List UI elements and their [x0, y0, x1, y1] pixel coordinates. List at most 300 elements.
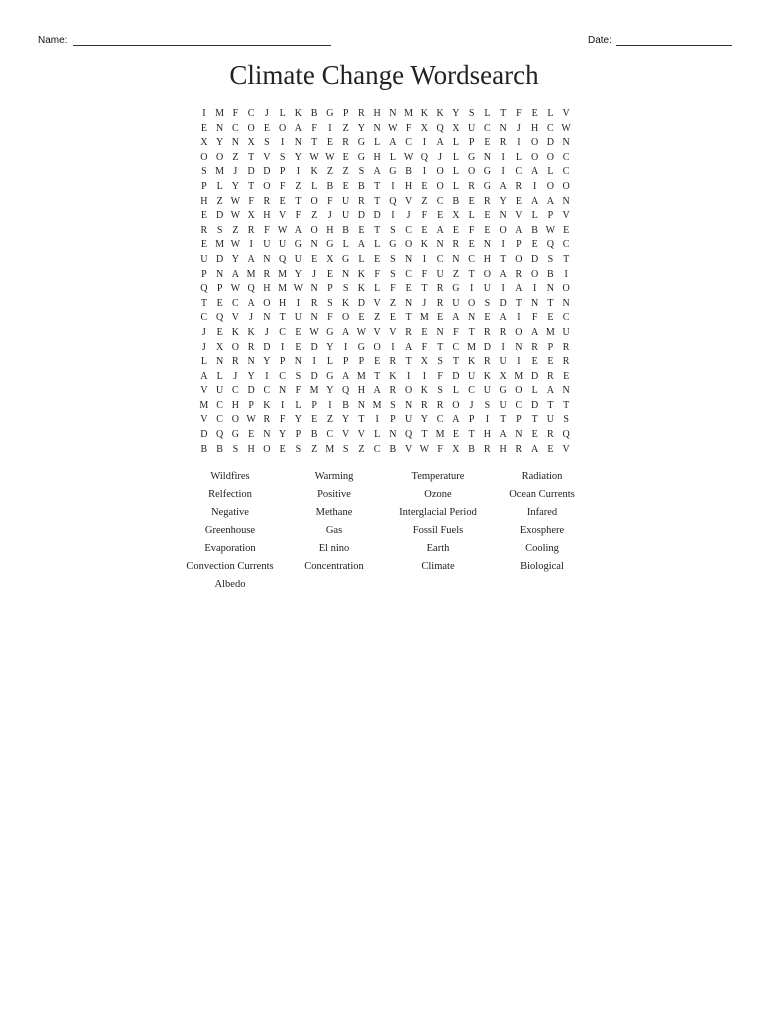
grid-letter: M [404, 108, 414, 119]
grid-letter: L [358, 253, 365, 265]
grid-letter: L [342, 239, 349, 251]
grid-letter: N [294, 356, 302, 368]
grid-letter: N [310, 283, 318, 295]
grid-letter: C [484, 122, 491, 134]
grid-letter: V [342, 429, 350, 441]
grid-letter: T [468, 429, 475, 441]
grid-row [196, 282, 574, 297]
grid-letter: F [295, 385, 302, 397]
grid-letter: X [452, 210, 460, 222]
grid-letter: K [468, 356, 476, 368]
grid-letter: C [436, 253, 444, 265]
grid-letter: I [280, 399, 285, 411]
grid-letter: F [531, 312, 538, 324]
grid-letter: U [499, 399, 507, 411]
grid-letter: A [247, 253, 255, 265]
grid-letter: B [468, 443, 475, 455]
grid-letter: M [372, 399, 382, 411]
grid-letter: J [233, 370, 238, 382]
grid-letter: Q [546, 239, 554, 251]
grid-letter: E [405, 283, 412, 295]
grid-letter: A [531, 326, 539, 338]
grid-letter: J [233, 166, 238, 178]
grid-letter: P [358, 356, 365, 368]
grid-letter: O [562, 283, 570, 295]
grid-letter: T [279, 312, 286, 324]
grid-letter: U [342, 210, 350, 222]
grid-letter: F [437, 370, 443, 382]
grid-letter: N [405, 399, 413, 411]
grid-letter: G [326, 326, 334, 338]
grid-letter: N [263, 429, 271, 441]
grid-letter: C [436, 195, 444, 207]
grid-letter: R [515, 443, 523, 455]
grid-letter: O [200, 151, 208, 163]
grid-letter: N [452, 253, 460, 265]
grid-letter: N [405, 297, 413, 309]
grid-letter: E [563, 224, 570, 236]
grid-letter: N [373, 122, 381, 134]
grid-letter: G [326, 239, 334, 251]
grid-letter: S [437, 385, 443, 397]
grid-letter: E [374, 253, 381, 265]
grid-letter: P [342, 108, 349, 119]
grid-letter: K [483, 370, 491, 382]
grid-letter: L [452, 180, 459, 192]
grid-letter: D [483, 341, 491, 353]
grid-letter: N [310, 312, 318, 324]
grid-letter: I [202, 108, 206, 119]
grid-letter: P [295, 429, 302, 441]
grid-letter: O [373, 341, 381, 353]
grid-letter: P [468, 137, 475, 149]
word-list-item: Interglacial Period [399, 507, 477, 518]
grid-letter: F [516, 108, 522, 119]
grid-letter: A [342, 370, 350, 382]
grid-letter: G [483, 180, 491, 192]
grid-letter: C [405, 268, 412, 280]
grid-letter: P [216, 283, 223, 295]
grid-letter: A [200, 370, 208, 382]
grid-letter: N [483, 239, 491, 251]
grid-letter: G [342, 253, 350, 265]
grid-letter: N [436, 239, 444, 251]
grid-letter: S [468, 108, 475, 119]
grid-letter: O [263, 180, 271, 192]
grid-letter: F [327, 312, 333, 324]
grid-letter: A [294, 122, 302, 134]
grid-letter: E [342, 180, 349, 192]
grid-letter: X [452, 122, 460, 134]
grid-letter: S [201, 166, 207, 178]
grid-letter: X [200, 137, 208, 149]
grid-letter: Y [357, 122, 365, 134]
grid-letter: O [231, 341, 239, 353]
grid-letter: H [279, 297, 287, 309]
grid-letter: I [296, 297, 301, 309]
grid-letter: G [499, 385, 507, 397]
grid-letter: T [531, 414, 538, 426]
grid-letter: B [342, 399, 349, 411]
grid-letter: W [325, 151, 335, 163]
grid-letter: V [405, 195, 413, 207]
grid-letter: E [421, 326, 428, 338]
grid-letter: B [216, 443, 223, 455]
grid-letter: D [357, 297, 365, 309]
grid-letter: B [342, 224, 349, 236]
grid-letter: J [312, 268, 317, 280]
grid-letter: N [294, 137, 302, 149]
grid-letter: B [326, 180, 334, 192]
grid-letter: Z [342, 122, 349, 134]
grid-letter: W [545, 224, 556, 236]
grid-letter: E [437, 210, 444, 222]
grid-letter: U [263, 239, 271, 251]
grid-letter: Y [216, 137, 224, 149]
grid-letter: R [547, 370, 554, 382]
grid-letter: Y [247, 370, 255, 382]
grid-letter: M [356, 370, 366, 382]
page-title: Climate Change Wordsearch [229, 60, 539, 90]
grid-letter: O [279, 122, 287, 134]
grid-letter: N [389, 108, 397, 119]
grid-letter: R [484, 326, 491, 338]
grid-letter: R [531, 341, 538, 353]
word-list-item: Relfection [208, 489, 252, 500]
grid-letter: J [438, 151, 443, 163]
grid-letter: I [422, 253, 427, 265]
grid-letter: E [452, 224, 459, 236]
grid-letter: P [547, 341, 554, 353]
word-list [178, 470, 594, 592]
grid-letter: H [405, 180, 413, 192]
grid-row [196, 180, 574, 195]
grid-letter: A [531, 443, 539, 455]
grid-letter: H [483, 253, 491, 265]
grid-letter: C [232, 297, 239, 309]
grid-letter: R [232, 356, 239, 368]
word-list-item: Infared [526, 507, 558, 518]
grid-letter: P [516, 239, 522, 251]
grid-letter: A [499, 180, 507, 192]
grid-letter: C [279, 370, 286, 382]
grid-letter: R [515, 180, 523, 192]
grid-letter: T [421, 429, 428, 441]
grid-letter: R [452, 239, 460, 251]
grid-letter: V [263, 151, 271, 163]
grid-letter: E [342, 151, 349, 163]
grid-letter: M [545, 326, 555, 338]
grid-letter: R [405, 326, 412, 338]
grid-letter: L [531, 385, 538, 397]
grid-letter: L [326, 356, 333, 368]
grid-letter: N [279, 385, 287, 397]
grid-letter: C [515, 399, 523, 411]
grid-letter: D [531, 399, 539, 411]
grid-letter: P [327, 283, 333, 295]
grid-letter: A [499, 268, 507, 280]
grid-letter: B [452, 195, 460, 207]
grid-letter: L [279, 108, 286, 119]
word-list-item: Greenhouse [204, 525, 256, 536]
grid-letter: P [390, 414, 396, 426]
grid-row [196, 341, 574, 356]
grid-letter: T [500, 108, 507, 119]
grid-letter: L [311, 180, 318, 192]
grid-letter: N [562, 195, 570, 207]
grid-letter: G [389, 239, 397, 251]
grid-letter: E [421, 224, 428, 236]
grid-letter: T [248, 180, 255, 192]
grid-letter: S [390, 268, 396, 280]
grid-letter: F [248, 195, 254, 207]
grid-letter: B [310, 429, 318, 441]
grid-letter: D [546, 137, 554, 149]
grid-letter: O [263, 297, 271, 309]
grid-letter: D [499, 297, 507, 309]
grid-letter: U [468, 370, 476, 382]
grid-letter: Z [326, 166, 333, 178]
grid-letter: R [499, 137, 507, 149]
grid-letter: C [279, 326, 286, 338]
grid-letter: X [420, 356, 428, 368]
grid-letter: Y [294, 414, 302, 426]
grid-letter: T [374, 224, 381, 236]
grid-letter: D [357, 210, 365, 222]
grid-letter: X [326, 253, 334, 265]
grid-letter: L [374, 429, 381, 441]
grid-letter: M [278, 283, 288, 295]
grid-letter: R [562, 341, 570, 353]
grid-letter: D [247, 166, 255, 178]
grid-row [196, 107, 574, 122]
grid-letter: W [230, 283, 241, 295]
word-list-item: Evaporation [204, 543, 256, 554]
grid-letter: T [374, 195, 381, 207]
grid-letter: W [230, 195, 241, 207]
grid-letter: I [391, 180, 395, 192]
grid-letter: A [546, 195, 554, 207]
grid-letter: M [215, 166, 225, 178]
grid-letter: O [531, 151, 539, 163]
grid-letter: P [468, 414, 475, 426]
grid-letter: N [357, 399, 365, 411]
grid-letter: F [374, 268, 380, 280]
grid-letter: J [327, 210, 332, 222]
grid-letter: I [249, 239, 253, 251]
grid-letter: C [562, 166, 570, 178]
grid-letter: M [325, 443, 335, 455]
grid-letter: I [296, 166, 301, 178]
grid-letter: U [342, 195, 350, 207]
grid-letter: C [562, 151, 570, 163]
grid-letter: N [216, 268, 224, 280]
grid-letter: Y [294, 151, 302, 163]
grid-letter: L [216, 370, 223, 382]
grid-letter: G [231, 429, 239, 441]
grid-letter: C [200, 312, 208, 324]
grid-letter: N [436, 326, 444, 338]
grid-letter: P [311, 399, 317, 411]
grid-letter: T [311, 137, 318, 149]
grid-letter: R [263, 268, 271, 280]
grid-letter: F [405, 122, 412, 134]
grid-letter: X [452, 443, 460, 455]
grid-letter: B [405, 166, 412, 178]
grid-letter: V [200, 385, 208, 397]
grid-letter: H [373, 108, 381, 119]
grid-letter: L [452, 137, 459, 149]
grid-letter: U [294, 253, 302, 265]
word-list-item: Convection Currents [186, 561, 274, 572]
grid-letter: U [452, 297, 460, 309]
word-list-item: Positive [317, 489, 351, 500]
grid-letter: A [342, 326, 350, 338]
grid-letter: R [389, 356, 397, 368]
grid-letter: U [468, 122, 476, 134]
grid-letter: I [280, 341, 285, 353]
word-list-item: Cooling [525, 543, 559, 554]
grid-letter: D [263, 166, 271, 178]
grid-letter: P [342, 356, 349, 368]
grid-letter: J [264, 108, 269, 119]
grid-letter: Z [358, 443, 365, 455]
word-list-item: Negative [211, 507, 249, 518]
grid-letter: E [311, 253, 318, 265]
grid-row [196, 399, 574, 414]
grid-letter: D [216, 253, 224, 265]
grid-letter: L [547, 108, 554, 119]
grid-letter: U [436, 268, 444, 280]
grid-letter: R [358, 195, 365, 207]
grid-letter: X [499, 370, 507, 382]
grid-letter: B [389, 443, 397, 455]
grid-letter: G [452, 283, 460, 295]
grid-row [196, 253, 574, 268]
grid-letter: N [515, 341, 523, 353]
grid-letter: E [547, 443, 554, 455]
word-list-item: Fossil Fuels [412, 525, 464, 536]
grid-letter: B [200, 443, 208, 455]
grid-letter: T [248, 151, 255, 163]
grid-letter: D [373, 210, 381, 222]
grid-letter: D [263, 341, 271, 353]
grid-letter: E [216, 326, 223, 338]
grid-letter: Q [420, 151, 428, 163]
grid-letter: O [468, 166, 476, 178]
grid-letter: S [563, 414, 569, 426]
grid-letter: N [468, 312, 476, 324]
word-list-item: Methane [315, 507, 353, 518]
grid-letter: A [436, 137, 444, 149]
grid-letter: O [468, 297, 476, 309]
grid-letter: M [309, 385, 319, 397]
grid-letter: E [326, 268, 333, 280]
grid-letter: J [516, 122, 521, 134]
grid-letter: V [515, 210, 523, 222]
grid-letter: O [515, 253, 523, 265]
grid-letter: D [216, 210, 224, 222]
grid-letter: N [216, 122, 224, 134]
grid-letter: N [531, 297, 539, 309]
grid-letter: M [215, 108, 225, 119]
grid-letter: K [436, 108, 444, 119]
grid-letter: W [246, 414, 256, 426]
grid-letter: P [201, 268, 207, 280]
grid-letter: W [561, 122, 571, 134]
grid-letter: O [515, 326, 523, 338]
grid-letter: M [246, 268, 256, 280]
grid-row [196, 326, 574, 341]
grid-letter: I [391, 210, 395, 222]
grid-letter: W [388, 122, 398, 134]
grid-letter: O [546, 151, 554, 163]
grid-letter: E [531, 356, 538, 368]
grid-letter: E [468, 239, 475, 251]
grid-letter: R [421, 399, 428, 411]
grid-letter: Y [326, 385, 334, 397]
grid-letter: H [499, 443, 507, 455]
grid-letter: F [421, 210, 428, 222]
grid-letter: F [327, 195, 333, 207]
grid-letter: R [468, 180, 475, 192]
grid-row [196, 209, 574, 224]
word-list-item: Ozone [424, 489, 452, 500]
grid-letter: I [517, 356, 521, 368]
grid-letter: C [216, 399, 223, 411]
grid-letter: E [295, 341, 302, 353]
grid-letter: O [436, 180, 444, 192]
grid-letter: T [200, 297, 207, 309]
grid-row [196, 195, 574, 210]
grid-letter: I [328, 399, 332, 411]
grid-letter: S [327, 297, 333, 309]
grid-letter: S [390, 224, 396, 236]
grid-letter: M [467, 341, 477, 353]
grid-letter: O [405, 385, 413, 397]
grid-letter: S [390, 399, 396, 411]
grid-letter: T [500, 253, 507, 265]
grid-letter: F [279, 180, 286, 192]
grid-letter: A [405, 341, 413, 353]
grid-letter: V [562, 108, 570, 119]
grid-letter: C [468, 385, 475, 397]
grid-letter: R [358, 108, 365, 119]
grid-letter: I [485, 414, 490, 426]
grid-letter: S [216, 224, 223, 236]
grid-letter: I [469, 283, 474, 295]
date-blank-line [616, 45, 732, 46]
grid-letter: A [436, 224, 444, 236]
grid-letter: C [247, 108, 255, 119]
grid-letter: C [405, 137, 412, 149]
grid-letter: R [247, 341, 255, 353]
grid-letter: T [452, 356, 459, 368]
grid-letter: I [517, 137, 521, 149]
grid-letter: O [263, 443, 271, 455]
grid-letter: A [499, 429, 507, 441]
grid-letter: E [311, 414, 318, 426]
grid-letter: N [231, 137, 239, 149]
grid-letter: I [564, 268, 568, 280]
grid-letter: Z [311, 210, 318, 222]
grid-letter: H [247, 443, 255, 455]
grid-letter: X [247, 210, 255, 222]
word-list-item: Climate [421, 561, 455, 572]
grid-letter: M [278, 268, 288, 280]
grid-letter: A [515, 283, 523, 295]
grid-letter: E [279, 195, 286, 207]
